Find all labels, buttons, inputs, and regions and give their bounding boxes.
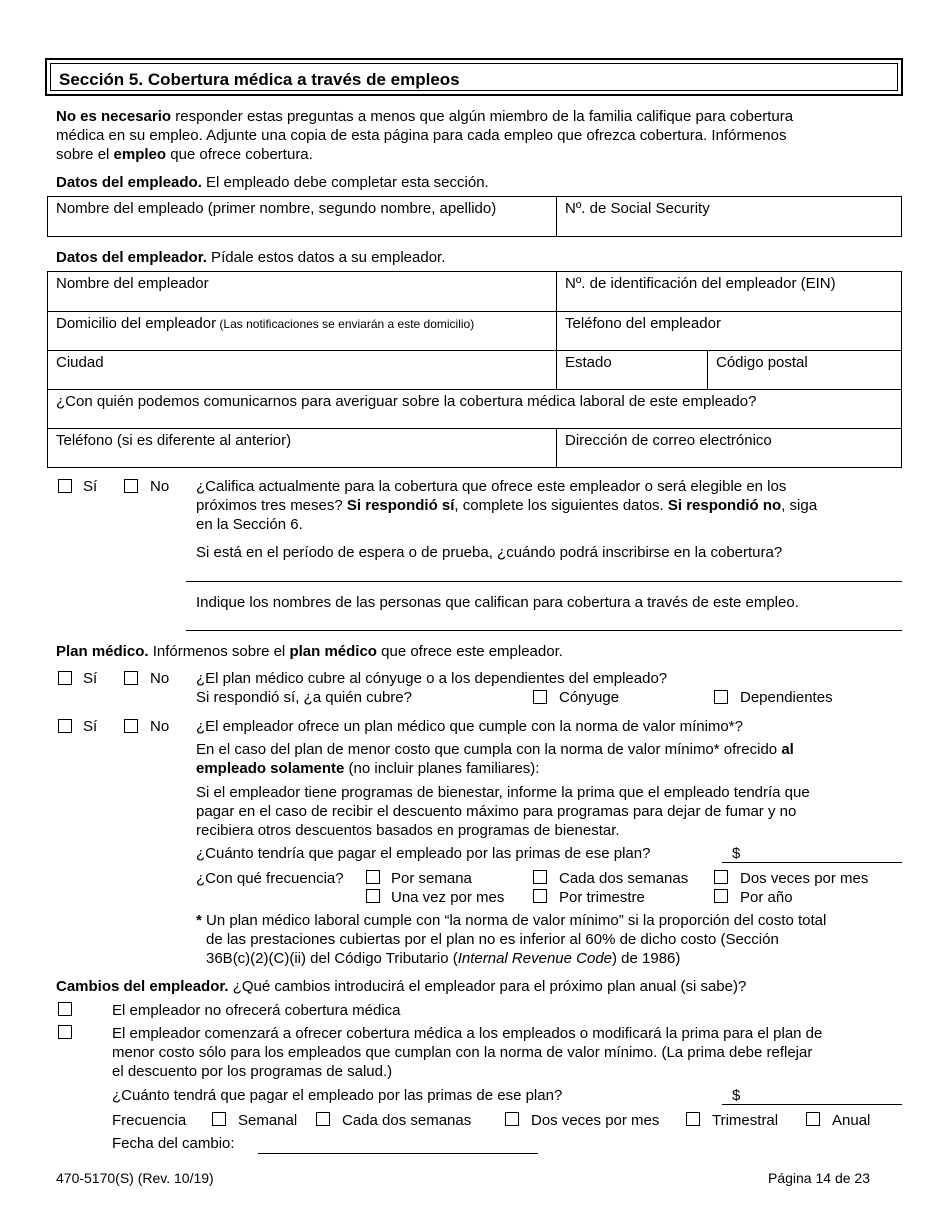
qualify-q2e: , siga: [781, 497, 818, 514]
employer-row-5: [48, 428, 901, 467]
minvalue-yes-checkbox[interactable]: [58, 719, 72, 733]
footnote-3c: ) de 1986): [612, 950, 681, 967]
intro-bold-2: empleo: [113, 146, 167, 163]
city-field[interactable]: [48, 351, 556, 389]
spouse-option-label: Cónyuge: [559, 689, 620, 706]
qualify-no-checkbox[interactable]: [124, 479, 138, 493]
well-3: recibiera otros descuentos basados en programas de bienestar.: [196, 822, 620, 839]
change-quarterly-label: Trimestral: [712, 1112, 779, 1129]
twice-month-label: Dos veces por mes: [740, 870, 869, 887]
twice-month-checkbox[interactable]: [714, 870, 728, 884]
alt-phone-label: Teléfono (si es diferente al anterior): [56, 432, 292, 449]
pay-amount-line[interactable]: [722, 862, 902, 863]
low-a: En el caso del plan de menor costo que cumpla con la norma de valor mínimo* ofrecido: [196, 741, 782, 758]
employer-name-label: Nombre del empleador: [56, 275, 209, 292]
dependents-checkbox[interactable]: [714, 690, 728, 704]
names-answer-line[interactable]: [186, 630, 902, 631]
qualify-yes-label: Sí: [83, 478, 98, 495]
change-twice-label: Dos veces por mes: [531, 1112, 660, 1129]
start-coverage-checkbox[interactable]: [58, 1025, 72, 1039]
plan-instr-c: que ofrece este empleador.: [376, 643, 563, 660]
well-1: Si el empleador tiene programas de bienestar, informe la prima que el empleado tendría que: [196, 784, 810, 801]
employer-address-field[interactable]: [48, 312, 556, 350]
spouse-question: ¿El plan médico cubre al cónyuge o a los dependientes del empleado?: [196, 670, 668, 687]
footnote-1: Un plan médico laboral cumple con “la norma de valor mínimo” si la proporción del costo total: [201, 912, 827, 929]
qualify-q1: ¿Califica actualmente para la cobertura que ofrece este empleador o será elegible en los: [196, 478, 787, 495]
footnote-3b: Internal Revenue Code: [457, 950, 613, 967]
employer-row-1: [48, 272, 901, 311]
low-b: al: [781, 741, 794, 758]
wellness-text: [196, 783, 906, 840]
opt2a: El empleador comenzará a ofrecer cobertura médica a los empleados o modificará la prima para el plan de: [112, 1025, 823, 1042]
intro-text-3a: sobre el: [56, 146, 114, 163]
state-label: Estado: [565, 354, 612, 371]
email-field[interactable]: [556, 429, 901, 467]
weekly-checkbox[interactable]: [366, 870, 380, 884]
alt-phone-field[interactable]: [48, 429, 556, 467]
page-number: Página 14 de 23: [768, 1170, 870, 1186]
plan-heading: [56, 642, 563, 661]
changes-heading-bold: Cambios del empleador.: [56, 978, 229, 995]
footnote-2: de las prestaciones cubiertas por el plan no es inferior al 60% de dicho costo (Sección: [206, 931, 779, 948]
no-coverage-checkbox[interactable]: [58, 1002, 72, 1016]
intro-bold: No es necesario: [56, 108, 172, 125]
yearly-checkbox[interactable]: [714, 889, 728, 903]
employee-row: [48, 197, 901, 236]
form-id: 470-5170(S) (Rev. 10/19): [56, 1170, 214, 1186]
changes-instruction: ¿Qué cambios introducirá el empleador para el próximo plan anual (si sabe)?: [228, 978, 747, 995]
qualify-q2b: Si respondió sí: [346, 497, 455, 514]
employer-address-label: Domicilio del empleador: [56, 315, 217, 332]
low-d: (no incluir planes familiares):: [344, 760, 540, 777]
changes-heading: [56, 977, 746, 996]
zip-label: Código postal: [716, 354, 808, 371]
quarterly-label: Por trimestre: [559, 889, 645, 906]
monthly-label: Una vez por mes: [391, 889, 505, 906]
employee-heading-bold: Datos del empleado.: [56, 174, 202, 191]
state-field[interactable]: [556, 351, 707, 389]
employer-address-note: (Las notificaciones se enviarán a este domicilio): [216, 317, 475, 331]
waiting-question: Si está en el período de espera o de prueba, ¿cuándo podrá inscribirse en la cobertura?: [196, 544, 783, 561]
intro-text-1: responder estas preguntas a menos que algún miembro de la familia califique para cobertura: [171, 108, 794, 125]
employee-instruction: El empleado debe completar esta sección.: [201, 174, 489, 191]
employer-name-field[interactable]: [48, 272, 556, 311]
section-title-box: [45, 58, 903, 96]
change-biweekly-checkbox[interactable]: [316, 1112, 330, 1126]
change-date-line[interactable]: [258, 1153, 538, 1154]
change-weekly-label: Semanal: [238, 1112, 298, 1129]
footnote-star: *: [196, 912, 202, 929]
opt2c: el descuento por los programas de salud.): [112, 1063, 393, 1080]
quarterly-checkbox[interactable]: [533, 889, 547, 903]
pay-dollar: $: [732, 845, 741, 862]
dependents-option-label: Dependientes: [740, 689, 833, 706]
intro-text-3b: que ofrece cobertura.: [166, 146, 313, 163]
ssn-field[interactable]: [556, 197, 901, 236]
employee-name-field[interactable]: [48, 197, 556, 236]
opt2b: menor costo sólo para los empleados que cumplan con la norma de valor mínimo. (La prima debe reflejar: [112, 1044, 813, 1061]
changes-frequency-label: Frecuencia: [112, 1112, 187, 1129]
spouse-yes-checkbox[interactable]: [58, 671, 72, 685]
change-biweekly-label: Cada dos semanas: [342, 1112, 472, 1129]
plan-instr-b: plan médico: [289, 643, 377, 660]
change-twice-checkbox[interactable]: [505, 1112, 519, 1126]
intro-text-2: médica en su empleo. Adjunte una copia de esta página para cada empleo que ofrezca cobertura. Infórmenos: [56, 127, 787, 144]
employer-row-2: [48, 311, 901, 350]
biweekly-label: Cada dos semanas: [559, 870, 689, 887]
change-weekly-checkbox[interactable]: [212, 1112, 226, 1126]
no-coverage-label: El empleador no ofrecerá cobertura médica: [112, 1002, 401, 1019]
biweekly-checkbox[interactable]: [533, 870, 547, 884]
yearly-label: Por año: [740, 889, 793, 906]
employer-phone-label: Teléfono del empleador: [565, 315, 721, 332]
well-2: pagar en el caso de recibir el descuento máximo para programas para dejar de fumar y no: [196, 803, 797, 820]
ein-label: Nº. de identificación del empleador (EIN): [565, 275, 836, 292]
section-title: Sección 5. Cobertura médica a través de empleos: [59, 70, 460, 89]
employer-row-3: [48, 350, 901, 389]
zip-field[interactable]: [707, 351, 901, 389]
minvalue-no-label: No: [150, 718, 170, 735]
contact-label: ¿Con quién podemos comunicarnos para averiguar sobre la cobertura médica laboral de este empleado?: [56, 393, 757, 410]
minvalue-question: ¿El empleador ofrece un plan médico que cumple con la norma de valor mínimo*?: [196, 718, 743, 735]
employee-name-label: Nombre del empleado (primer nombre, segundo nombre, apellido): [56, 200, 497, 217]
qualify-q2a: próximos tres meses?: [196, 497, 347, 514]
employer-phone-field[interactable]: [556, 312, 901, 350]
names-question: Indique los nombres de las personas que califican para cobertura a través de este empleo.: [196, 594, 799, 611]
changes-pay-dollar: $: [732, 1087, 741, 1104]
plan-heading-bold: Plan médico.: [56, 643, 149, 660]
minvalue-no-checkbox[interactable]: [124, 719, 138, 733]
plan-instr-a: Infórmenos sobre el: [148, 643, 290, 660]
section-title-inner: [50, 63, 898, 91]
minvalue-yes-label: Sí: [83, 718, 98, 735]
footnote: [196, 911, 906, 968]
change-annual-checkbox[interactable]: [806, 1112, 820, 1126]
spouse-checkbox[interactable]: [533, 690, 547, 704]
ein-field[interactable]: [556, 272, 901, 311]
qualify-yes-checkbox[interactable]: [58, 479, 72, 493]
spouse-yes-label: Sí: [83, 670, 98, 687]
employer-row-4: [48, 389, 901, 428]
ssn-label: Nº. de Social Security: [565, 200, 710, 217]
employer-heading-bold: Datos del empleador.: [56, 249, 207, 266]
spouse-no-label: No: [150, 670, 170, 687]
footnote-3a: 36B(c)(2)(C)(ii) del Código Tributario (: [206, 950, 458, 967]
qualify-q2c: , complete los siguientes datos.: [454, 497, 668, 514]
employer-table: [47, 271, 902, 468]
start-coverage-text: [112, 1024, 907, 1081]
employer-instruction: Pídale estos datos a su empleador.: [206, 249, 446, 266]
change-annual-label: Anual: [832, 1112, 871, 1129]
intro-paragraph: [56, 107, 906, 164]
qualify-q2d: Si respondió no: [667, 497, 782, 514]
changes-pay-question: ¿Cuánto tendrá que pagar el empleado por las primas de ese plan?: [112, 1087, 563, 1104]
contact-field[interactable]: [48, 390, 901, 428]
employee-heading: [56, 173, 489, 192]
frequency-question: ¿Con qué frecuencia?: [196, 870, 344, 887]
changes-pay-line[interactable]: [722, 1104, 902, 1105]
qualify-q3: en la Sección 6.: [196, 516, 303, 533]
employee-table: [47, 196, 902, 237]
waiting-answer-line[interactable]: [186, 581, 902, 582]
qualify-question: [196, 477, 906, 534]
pay-question: ¿Cuánto tendría que pagar el empleado por las primas de ese plan?: [196, 845, 651, 862]
lowest-cost-text: [196, 740, 906, 778]
spouse-no-checkbox[interactable]: [124, 671, 138, 685]
qualify-no-label: No: [150, 478, 170, 495]
who-question: Si respondió sí, ¿a quién cubre?: [196, 689, 412, 706]
employer-heading: [56, 248, 445, 267]
low-c: empleado solamente: [196, 760, 345, 777]
change-quarterly-checkbox[interactable]: [686, 1112, 700, 1126]
monthly-checkbox[interactable]: [366, 889, 380, 903]
email-label: Dirección de correo electrónico: [565, 432, 772, 449]
weekly-label: Por semana: [391, 870, 472, 887]
change-date-label: Fecha del cambio:: [112, 1135, 235, 1152]
city-label: Ciudad: [56, 354, 104, 371]
